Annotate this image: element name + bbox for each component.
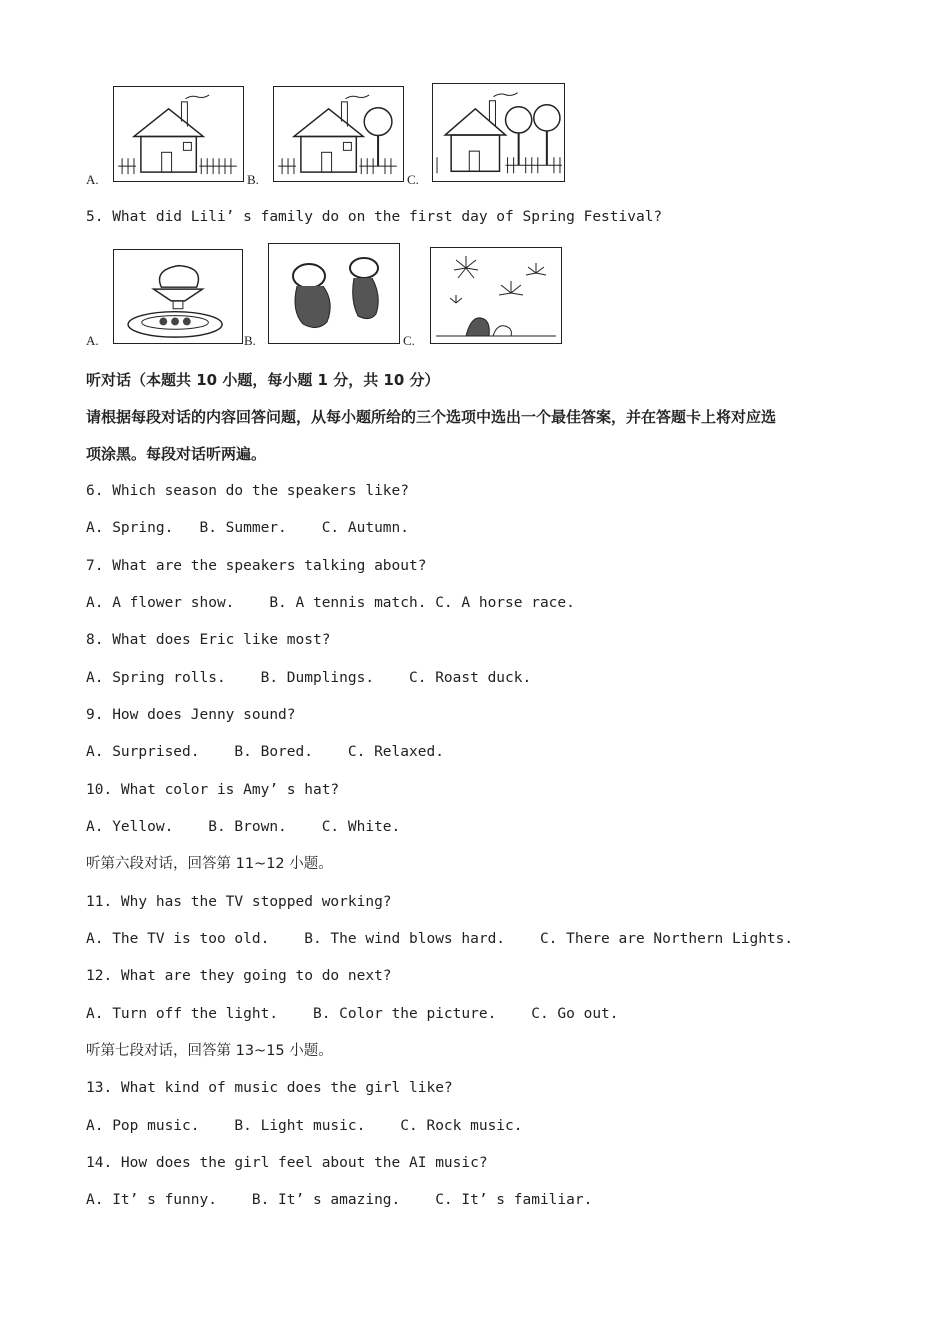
section-instruction-line-1: 请根据每段对话的内容回答问题，从每小题所给的三个选项中选出一个最佳答案，并在答题卡上将对应选 (86, 408, 777, 426)
question-7: 7. What are the speakers talking about? (86, 558, 427, 574)
question-12: 12. What are they going to do next? (86, 968, 392, 984)
q4-house-picture-b[interactable] (273, 86, 404, 182)
question-8-options: A. Spring rolls. B. Dumplings. C. Roast duck. (86, 670, 532, 686)
question-8: 8. What does Eric like most? (86, 632, 331, 648)
question-9: 9. How does Jenny sound? (86, 707, 296, 723)
question-10-options: A. Yellow. B. Brown. C. White. (86, 819, 401, 835)
dialog-7-instruction: 听第七段对话，回答第 13~15 小题。 (86, 1043, 333, 1059)
q4-house-picture-a[interactable] (113, 86, 244, 182)
question-5: 5. What did Lili’ s family do on the first day of Spring Festival? (86, 209, 663, 225)
q5-option-a-label: A. (86, 333, 99, 348)
question-13: 13. What kind of music does the girl like? (86, 1080, 453, 1096)
q4-house-picture-c[interactable] (432, 83, 565, 182)
question-9-options: A. Surprised. B. Bored. C. Relaxed. (86, 744, 444, 760)
section-instruction-line-2: 项涂黑。每段对话听两遍。 (86, 445, 267, 463)
q5-lion-dance-picture-b[interactable] (268, 243, 400, 344)
question-13-options: A. Pop music. B. Light music. C. Rock music. (86, 1118, 523, 1134)
q4-option-c-label: C. (407, 172, 419, 187)
dialog-6-instruction: 听第六段对话，回答第 11~12 小题。 (86, 856, 333, 872)
section-title: 听对话（本题共 10 小题，每小题 1 分，共 10 分） (86, 371, 440, 389)
question-14-options: A. It’ s funny. B. It’ s amazing. C. It’ s familiar. (86, 1192, 593, 1208)
question-10: 10. What color is Amy’ s hat? (86, 782, 340, 798)
food-plate-icon (114, 250, 242, 343)
house-icon (114, 87, 243, 181)
question-6: 6. Which season do the speakers like? (86, 483, 410, 499)
question-7-options: A. A flower show. B. A tennis match. C. A horse race. (86, 595, 575, 611)
fireworks-icon (431, 248, 561, 343)
q4-option-a-label: A. (86, 172, 99, 187)
question-14: 14. How does the girl feel about the AI music? (86, 1155, 488, 1171)
q5-option-b-label: B. (244, 333, 256, 348)
house-with-trees-icon (433, 84, 564, 181)
q5-option-c-label: C. (403, 333, 415, 348)
question-11: 11. Why has the TV stopped working? (86, 894, 392, 910)
lion-dance-icon (269, 244, 399, 343)
question-11-options: A. The TV is too old. B. The wind blows hard. C. There are Northern Lights. (86, 931, 794, 947)
question-12-options: A. Turn off the light. B. Color the picture. C. Go out. (86, 1006, 619, 1022)
house-with-tree-icon (274, 87, 403, 181)
question-6-options: A. Spring. B. Summer. C. Autumn. (86, 520, 410, 536)
q4-option-b-label: B. (247, 172, 259, 187)
q5-fireworks-picture-c[interactable] (430, 247, 562, 344)
q5-food-picture-a[interactable] (113, 249, 243, 344)
